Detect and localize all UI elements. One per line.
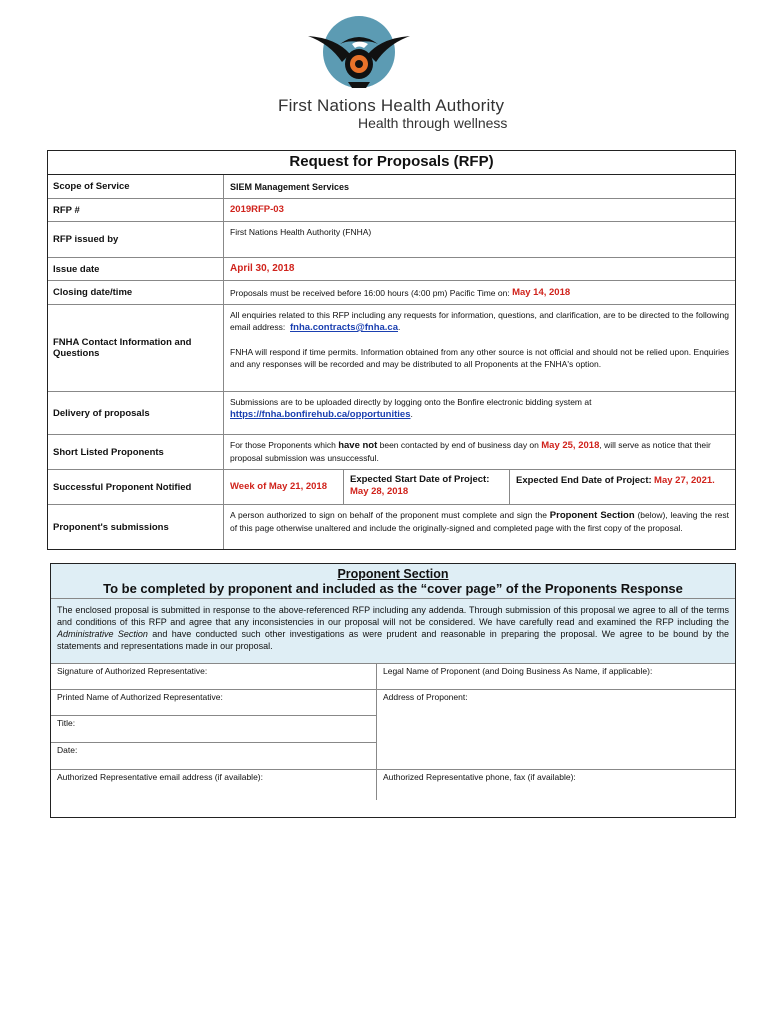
submissions-label: Proponent's submissions bbox=[53, 521, 169, 533]
proponent-section bbox=[50, 563, 736, 818]
rfp-number-value: 2019RFP-03 bbox=[223, 199, 735, 221]
org-tagline: Health through wellness bbox=[358, 115, 508, 131]
contact-email-link[interactable]: fnha.contracts@fnha.ca bbox=[290, 322, 398, 333]
legal-name-field[interactable]: Legal Name of Proponent (and Doing Business As Name, if applicable): bbox=[377, 664, 735, 690]
row-closing bbox=[48, 281, 735, 305]
bonfire-link[interactable]: https://fnha.bonfirehub.ca/opportunities bbox=[230, 409, 411, 420]
subs-text-1: A person authorized to sign on behalf of the proponent must complete and sign the bbox=[230, 510, 550, 520]
end-date-value: May 27, 2021. bbox=[654, 475, 715, 486]
short-listed-value bbox=[223, 435, 735, 469]
contact-para-1 bbox=[230, 309, 729, 334]
contact-text-1-end: . bbox=[398, 322, 401, 332]
row-issue-date bbox=[48, 258, 735, 281]
end-date-label: Expected End Date of Project: bbox=[516, 475, 652, 486]
proponent-subheading: To be completed by proponent and included as the “cover page” of the Proponents Response bbox=[103, 581, 683, 596]
issue-date-value: April 30, 2018 bbox=[223, 258, 735, 280]
contact-label: FNHA Contact Information and Questions bbox=[53, 337, 192, 359]
contact-value bbox=[223, 305, 735, 391]
proponent-heading: Proponent Section bbox=[337, 567, 449, 581]
short-text-1: For those Proponents which bbox=[230, 440, 339, 450]
row-contact bbox=[48, 305, 735, 392]
rfp-title: Request for Proposals (RFP) bbox=[48, 151, 735, 175]
title-field[interactable]: Title: bbox=[51, 716, 376, 743]
end-date-cell bbox=[509, 470, 735, 504]
closing-text: Proposals must be received before 16:00 hours (4:00 pm) Pacific Time on: bbox=[230, 287, 513, 298]
closing-date: May 14, 2018 bbox=[512, 286, 571, 298]
scope-value: SIEM Management Services bbox=[223, 175, 735, 198]
contact-text-1: All enquiries related to this RFP including any requests for information, questions, and clarification, are to be directed to the following email address: bbox=[230, 310, 729, 332]
date-field[interactable]: Date: bbox=[51, 743, 376, 770]
row-issued-by bbox=[48, 222, 735, 258]
form-left-column bbox=[51, 664, 377, 800]
rep-phone-field[interactable]: Authorized Representative phone, fax (if available): bbox=[383, 772, 576, 782]
short-text-3: , will serve as notice that their proposal submission was unsuccessful. bbox=[230, 440, 714, 463]
notified-value: Week of May 21, 2018 bbox=[223, 470, 343, 504]
issued-by-value: First Nations Health Authority (FNHA) bbox=[223, 222, 735, 257]
short-listed-label: Short Listed Proponents bbox=[53, 446, 164, 458]
closing-value bbox=[223, 281, 735, 304]
delivery-value bbox=[223, 392, 735, 434]
start-date-cell bbox=[343, 470, 509, 504]
start-date-label: Expected Start Date of Project: bbox=[350, 474, 490, 485]
issued-by-label: RFP issued by bbox=[53, 234, 119, 245]
contact-text-2: FNHA will respond if time permits. Information obtained from any other source is not official and should not be relied upon. Enquiries and any responses will be recorded and may be distributed to all Proponents at the FNHA's option. bbox=[230, 347, 729, 369]
printed-name-field[interactable]: Printed Name of Authorized Representative: bbox=[51, 690, 376, 716]
fnha-logo-icon bbox=[300, 14, 418, 94]
start-date-value: May 28, 2018 bbox=[350, 486, 409, 497]
delivery-end: . bbox=[410, 409, 413, 419]
delivery-text: Submissions are to be uploaded directly by logging onto the Bonfire electronic bidding system at bbox=[230, 397, 592, 407]
statement-italic: Administrative Section bbox=[57, 629, 148, 639]
closing-label: Closing date/time bbox=[53, 287, 133, 298]
statement-text-1: The enclosed proposal is submitted in response to the above-referenced RFP including any addenda. Through submission of this proposal we agree to all of the terms and conditions of this RFP and agree that any inconsistencies in our proposal will not be considered. We have carefully read and examined the RFP including the bbox=[57, 605, 732, 627]
submissions-value bbox=[223, 505, 735, 549]
scope-label: Scope of Service bbox=[53, 181, 130, 192]
form-right-column bbox=[377, 664, 735, 800]
row-short-listed bbox=[48, 435, 735, 470]
signature-field[interactable]: Signature of Authorized Representative: bbox=[51, 664, 376, 690]
proponent-statement bbox=[51, 599, 735, 663]
proponent-header bbox=[51, 564, 735, 599]
short-date: May 25, 2018 bbox=[541, 440, 600, 451]
row-rfp-number bbox=[48, 199, 735, 222]
notified-label: Successful Proponent Notified bbox=[53, 481, 192, 493]
address-field[interactable]: Address of Proponent: bbox=[377, 690, 735, 770]
row-scope bbox=[48, 175, 735, 199]
subs-text-2: (below), leaving the rest of this page otherwise unaltered and include the originally-signed and completed page with the first copy of the proposal. bbox=[230, 510, 732, 533]
issue-date-label: Issue date bbox=[53, 263, 100, 275]
statement-text-2: and have conducted such other investigations as were prudent and reasonable in preparing the proposal. We agree to be bound by the statements and representations made in our proposal. bbox=[57, 629, 732, 651]
rfp-table bbox=[47, 150, 736, 550]
subs-bold: Proponent Section bbox=[549, 510, 635, 521]
delivery-label: Delivery of proposals bbox=[53, 407, 150, 419]
row-delivery bbox=[48, 392, 735, 435]
rfp-number-label: RFP # bbox=[53, 204, 80, 216]
proponent-form-grid bbox=[51, 663, 735, 800]
org-name: First Nations Health Authority bbox=[278, 96, 505, 115]
short-text-2: been contacted by end of business day on bbox=[377, 440, 542, 450]
short-bold: have not bbox=[338, 440, 378, 451]
row-submissions bbox=[48, 505, 735, 549]
row-notified bbox=[48, 470, 735, 505]
rep-email-field[interactable]: Authorized Representative email address (if available): bbox=[57, 772, 263, 782]
